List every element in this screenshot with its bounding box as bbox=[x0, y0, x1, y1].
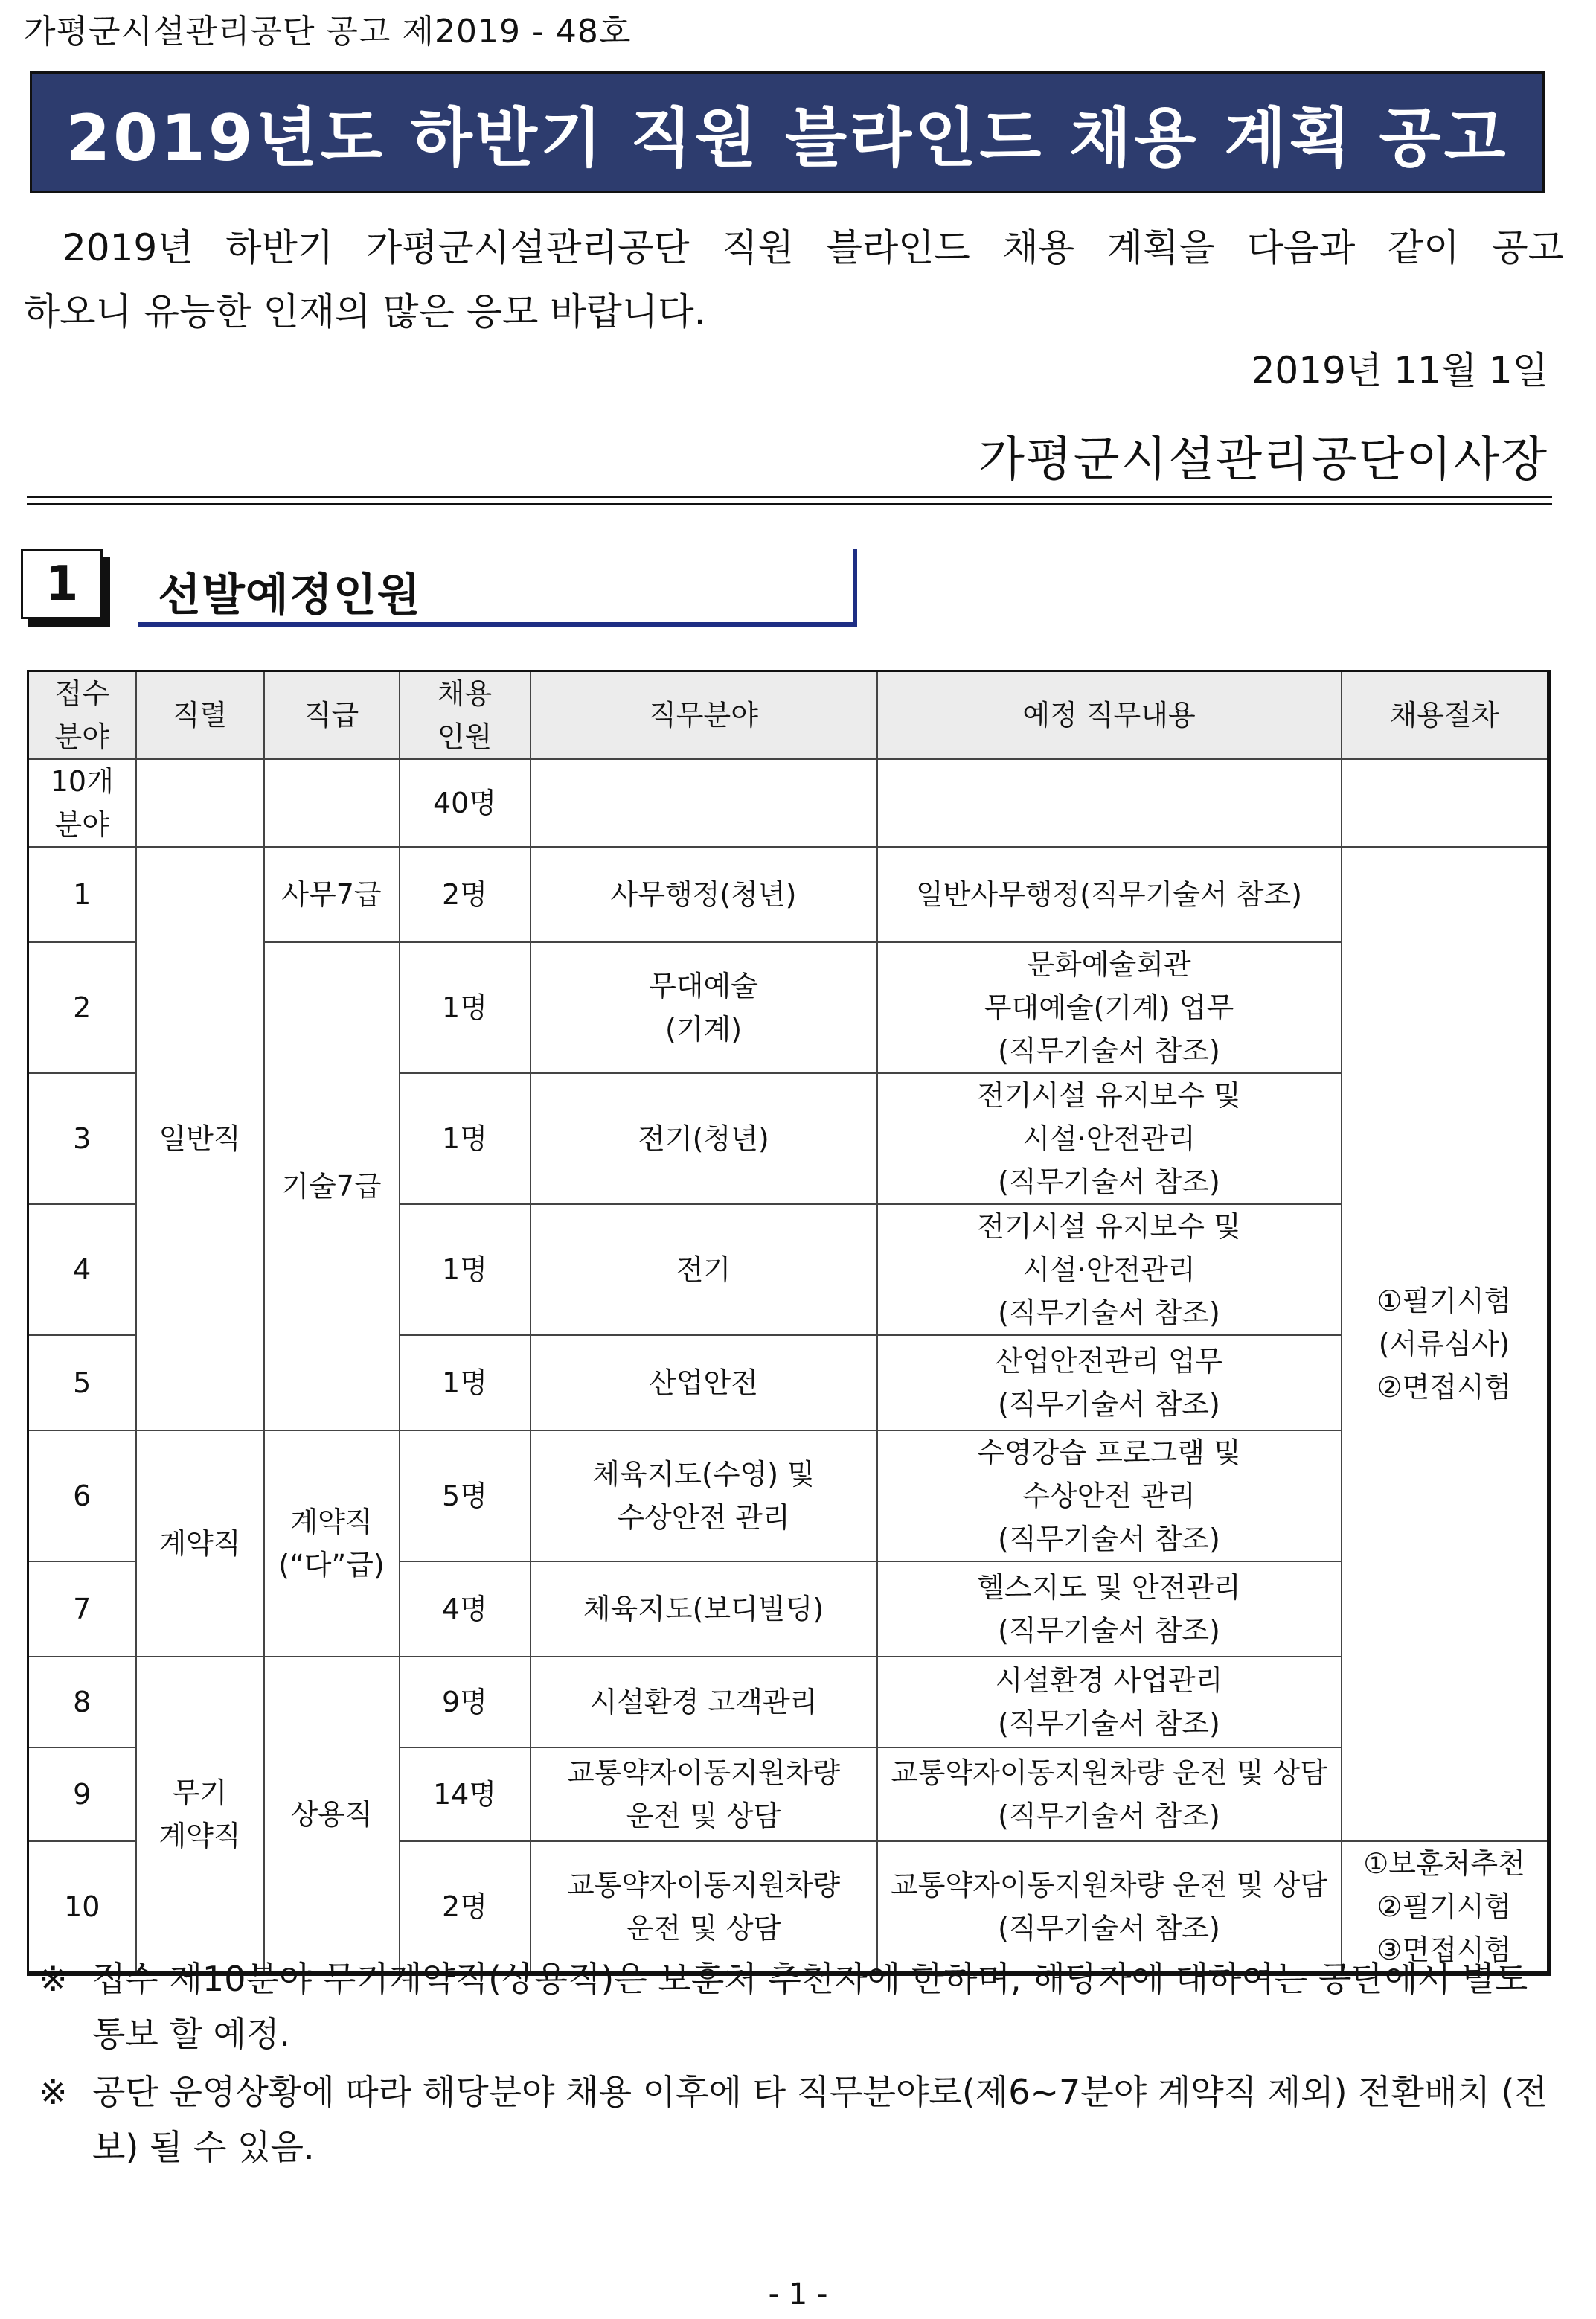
notice-number: 가평군시설관리공단 공고 제2019 - 48호 bbox=[24, 13, 632, 51]
cell-field: 시설환경 고객관리 bbox=[531, 1657, 877, 1747]
col-procedure: 채용절차 bbox=[1342, 671, 1549, 760]
intro-line-2: 하오니 유능한 인재의 많은 응모 바랍니다. bbox=[24, 290, 706, 333]
total-fields: 10개 분야 bbox=[28, 759, 136, 847]
cell-field: 체육지도(수영) 및 수상안전 관리 bbox=[531, 1430, 877, 1561]
cell-headcount: 14명 bbox=[400, 1747, 531, 1841]
divider bbox=[27, 503, 1552, 505]
note-item bbox=[39, 2064, 1557, 2175]
cell-content: 문화예술회관 무대예술(기계) 업무 (직무기술서 참조) bbox=[877, 942, 1342, 1073]
table-total-row bbox=[28, 759, 1549, 847]
note-text: 접수 제10분야 무기계약직(상용직)은 보훈처 추천자에 한하며, 해당자에 대하여는 공단에서 별도 통보 할 예정. bbox=[92, 1959, 1528, 2054]
cell-content: 시설환경 사업관리 (직무기술서 참조) bbox=[877, 1657, 1342, 1747]
cell-field: 산업안전 bbox=[531, 1335, 877, 1430]
cell-no: 8 bbox=[28, 1657, 136, 1747]
intro-word: 공고 bbox=[1492, 226, 1564, 269]
cell-headcount: 5명 bbox=[400, 1430, 531, 1561]
col-duty-field: 직무분야 bbox=[531, 671, 877, 760]
intro-word: 계획을 bbox=[1106, 226, 1215, 269]
cell-headcount: 1명 bbox=[400, 1335, 531, 1430]
grade-office7: 사무7급 bbox=[264, 847, 400, 942]
cell-content: 전기시설 유지보수 및 시설·안전관리 (직무기술서 참조) bbox=[877, 1073, 1342, 1204]
cell-field: 교통약자이동지원차량 운전 및 상담 bbox=[531, 1747, 877, 1841]
title-banner bbox=[30, 71, 1545, 193]
cell-no: 3 bbox=[28, 1073, 136, 1204]
section-title: 선발예정인원 bbox=[158, 569, 421, 621]
cell-no: 6 bbox=[28, 1430, 136, 1561]
intro-paragraph bbox=[24, 216, 1564, 344]
job-series-indefinite: 무기 계약직 bbox=[136, 1657, 264, 1974]
cell-content: 전기시설 유지보수 및 시설·안전관리 (직무기술서 참조) bbox=[877, 1204, 1342, 1335]
cell-no: 1 bbox=[28, 847, 136, 942]
cell-headcount: 1명 bbox=[400, 1073, 531, 1204]
cell-field: 사무행정(청년) bbox=[531, 847, 877, 942]
col-field-no: 접수 분야 bbox=[28, 671, 136, 760]
grade-tech7: 기술7급 bbox=[264, 942, 400, 1430]
col-grade: 직급 bbox=[264, 671, 400, 760]
cell-field: 전기(청년) bbox=[531, 1073, 877, 1204]
cell-headcount: 2명 bbox=[400, 1841, 531, 1974]
note-item bbox=[39, 1951, 1557, 2061]
job-series-general: 일반직 bbox=[136, 847, 264, 1430]
cell-content: 수영강습 프로그램 및 수상안전 관리 (직무기술서 참조) bbox=[877, 1430, 1342, 1561]
table-row bbox=[28, 1430, 1549, 1561]
cell-no: 5 bbox=[28, 1335, 136, 1430]
cell-no: 7 bbox=[28, 1561, 136, 1657]
intro-line-1 bbox=[24, 216, 1564, 280]
cell-headcount: 4명 bbox=[400, 1561, 531, 1657]
table-row bbox=[28, 847, 1549, 942]
section-number-box: 1 bbox=[21, 549, 103, 619]
divider bbox=[27, 496, 1552, 498]
section-underline bbox=[138, 622, 857, 627]
cell-field: 교통약자이동지원차량 운전 및 상담 bbox=[531, 1841, 877, 1974]
cell-field: 전기 bbox=[531, 1204, 877, 1335]
cell-content: 일반사무행정(직무기술서 참조) bbox=[877, 847, 1342, 942]
cell-content: 교통약자이동지원차량 운전 및 상담 (직무기술서 참조) bbox=[877, 1841, 1342, 1974]
grade-regular: 상용직 bbox=[264, 1657, 400, 1974]
page-number: - 1 - bbox=[768, 2277, 828, 2312]
table-row bbox=[28, 1657, 1549, 1747]
cell-headcount: 1명 bbox=[400, 942, 531, 1073]
job-series-contract: 계약직 bbox=[136, 1430, 264, 1657]
col-duty-content: 예정 직무내용 bbox=[877, 671, 1342, 760]
page-title: 2019년도 하반기 직원 블라인드 채용 계획 공고 bbox=[65, 101, 1509, 176]
grade-contract-da: 계약직 (“다”급) bbox=[264, 1430, 400, 1657]
reference-mark-icon: ※ bbox=[39, 2072, 68, 2112]
procedure-b: ①보훈처추천 ②필기시험 ③면접시험 bbox=[1342, 1841, 1549, 1974]
intro-word: 2019년 bbox=[63, 226, 193, 269]
cell-no: 9 bbox=[28, 1747, 136, 1841]
cell-field: 무대예술 (기계) bbox=[531, 942, 877, 1073]
notice-date: 2019년 11월 1일 bbox=[1251, 349, 1548, 392]
intro-word: 다음과 bbox=[1247, 226, 1356, 269]
intro-word: 채용 bbox=[1002, 226, 1075, 269]
intro-word: 블라인드 bbox=[826, 226, 970, 269]
cell-field: 체육지도(보디빌딩) bbox=[531, 1561, 877, 1657]
cell-headcount: 2명 bbox=[400, 847, 531, 942]
notes bbox=[39, 1951, 1557, 2178]
intro-word: 같이 bbox=[1388, 226, 1460, 269]
cell-headcount: 1명 bbox=[400, 1204, 531, 1335]
cell-no: 2 bbox=[28, 942, 136, 1073]
cell-no: 10 bbox=[28, 1841, 136, 1974]
col-job-series: 직렬 bbox=[136, 671, 264, 760]
cell-content: 산업안전관리 업무 (직무기술서 참조) bbox=[877, 1335, 1342, 1430]
reference-mark-icon: ※ bbox=[39, 1959, 68, 1999]
intro-word: 하반기 bbox=[225, 226, 334, 269]
intro-word: 직원 bbox=[722, 226, 794, 269]
total-headcount: 40명 bbox=[400, 759, 531, 847]
cell-content: 교통약자이동지원차량 운전 및 상담 (직무기술서 참조) bbox=[877, 1747, 1342, 1841]
cell-no: 4 bbox=[28, 1204, 136, 1335]
cell-content: 헬스지도 및 안전관리 (직무기술서 참조) bbox=[877, 1561, 1342, 1657]
col-headcount: 채용 인원 bbox=[400, 671, 531, 760]
cell-headcount: 9명 bbox=[400, 1657, 531, 1747]
intro-word: 가평군시설관리공단 bbox=[365, 226, 690, 269]
table-header-row bbox=[28, 671, 1549, 760]
procedure-a: ①필기시험 (서류심사) ②면접시험 bbox=[1342, 847, 1549, 1841]
recruitment-table bbox=[27, 670, 1551, 1976]
issuer-name: 가평군시설관리공단이사장 bbox=[978, 432, 1548, 487]
section-underline-edge bbox=[853, 549, 857, 627]
note-text: 공단 운영상황에 따라 해당분야 채용 이후에 타 직무분야로(제6~7분야 계약직 제외) 전환배치 (전보) 될 수 있음. bbox=[92, 2072, 1548, 2167]
